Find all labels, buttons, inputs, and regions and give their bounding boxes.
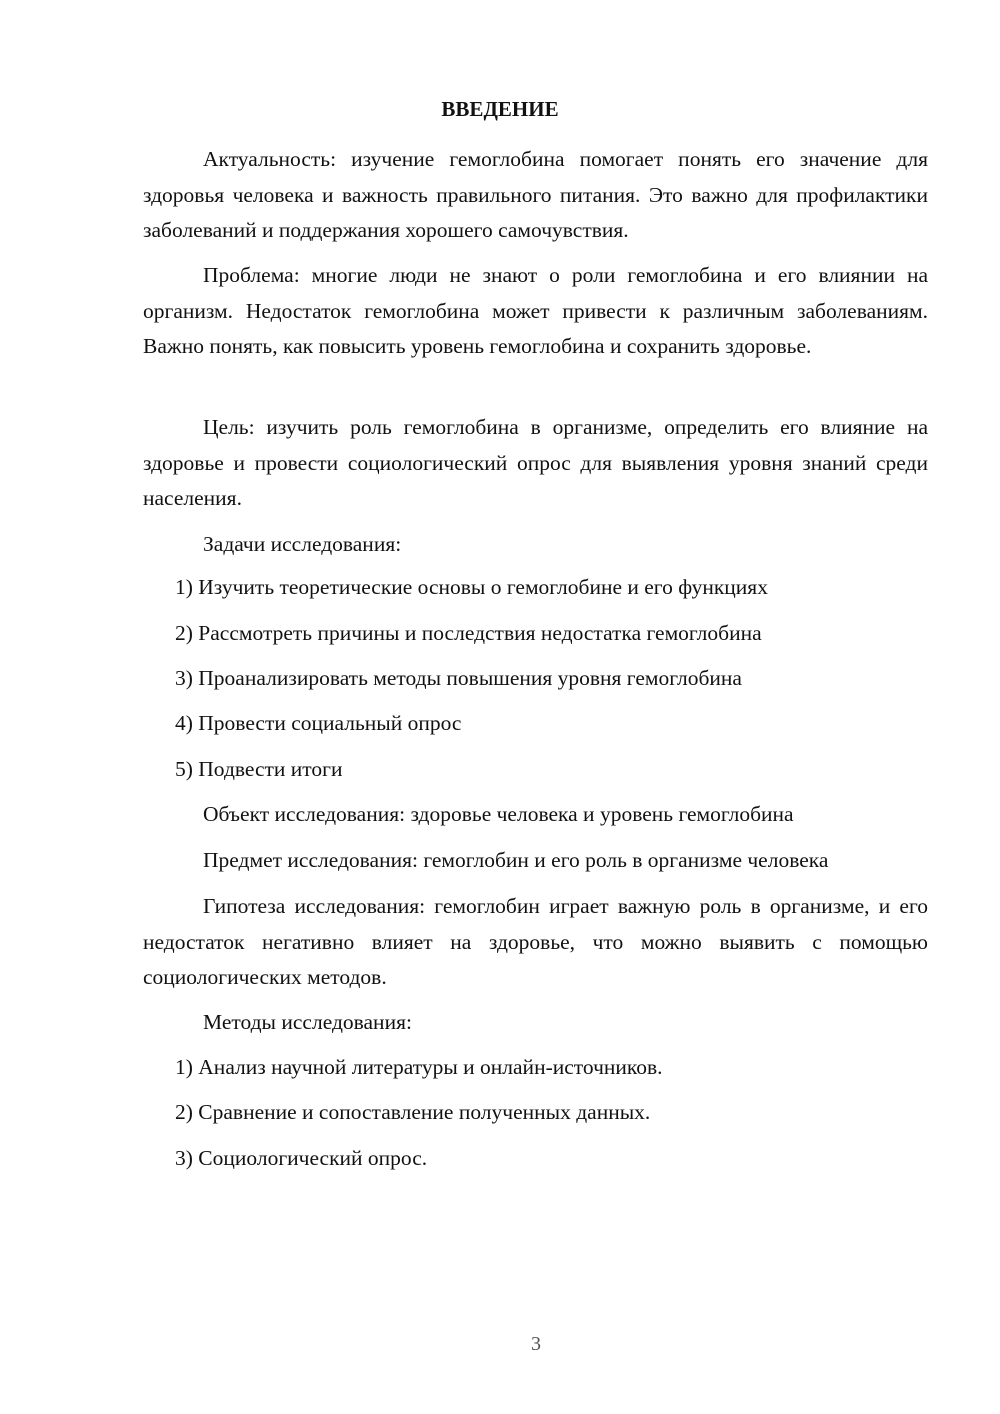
goal-paragraph: Цель: изучить роль гемоглобина в организме, определить его влияние на здоровье и провести социологический опрос для выявления уровня знаний среди населения. <box>143 415 928 510</box>
hypothesis-paragraph: Гипотеза исследования: гемоглобин играет важную роль в организме, и его недостаток негативно влияет на здоровье, что можно выявить с помощью социологических методов. <box>143 894 928 989</box>
task-item: 2) Рассмотреть причины и последствия недостатка гемоглобина <box>175 621 762 645</box>
task-item: 4) Провести социальный опрос <box>175 711 462 735</box>
method-item: 3) Социологический опрос. <box>175 1146 428 1170</box>
tasks-heading: Задачи исследования: <box>203 532 402 556</box>
methods-heading: Методы исследования: <box>203 1010 412 1034</box>
research-object: Объект исследования: здоровье человека и уровень гемоглобина <box>203 802 794 826</box>
task-item: 5) Подвести итоги <box>175 757 343 781</box>
method-item: 2) Сравнение и сопоставление полученных данных. <box>175 1100 651 1124</box>
problem-paragraph: Проблема: многие люди не знают о роли гемоглобина и его влиянии на организм. Недостаток гемоглобина может привести к различным заболеваниям. Важно понять, как повысить уровень гемоглобина и сохранить здоровье. <box>143 263 928 358</box>
task-item: 3) Проанализировать методы повышения уровня гемоглобина <box>175 666 742 690</box>
research-subject: Предмет исследования: гемоглобин и его роль в организме человека <box>203 848 829 872</box>
page-number: 3 <box>531 1333 541 1355</box>
method-item: 1) Анализ научной литературы и онлайн-источников. <box>175 1055 663 1079</box>
page-title: ВВЕДЕНИЕ <box>441 97 559 121</box>
relevance-paragraph: Актуальность: изучение гемоглобина помогает понять его значение для здоровья человека и важность правильного питания. Это важно для профилактики заболеваний и поддержания хорошего самочувствия. <box>143 147 928 242</box>
task-item: 1) Изучить теоретические основы о гемоглобине и его функциях <box>175 575 768 599</box>
